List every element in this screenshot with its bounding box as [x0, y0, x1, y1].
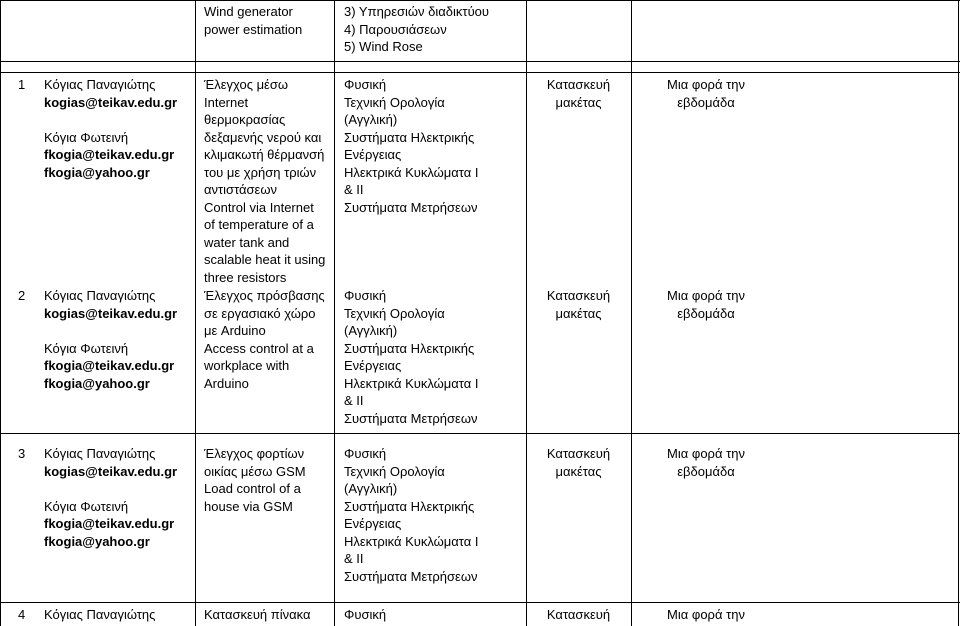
- table-border-header: [0, 61, 960, 62]
- row-3-people: Κόγιας Παναγιώτης kogias@teikav.edu.gr Κόγια Φωτεινή fkogia@teikav.edu.gr fkogia@yahoo.gr: [44, 446, 178, 549]
- row-4-title: Κατασκευή πίνακα: [204, 607, 311, 622]
- row-3-title: Έλεγχος φορτίων οικίας μέσω GSM Load control of a house via GSM: [204, 446, 306, 514]
- header-col4: 3) Υπηρεσιών διαδικτύου 4) Παρουσιάσεων 5) Wind Rose: [344, 4, 490, 54]
- row-2-title: Έλεγχος πρόσβασης σε εργασιακό χώρο με Arduino Access control at a workplace with Arduino: [204, 288, 325, 391]
- row-3-number: 3: [18, 446, 26, 461]
- row-4-people: Κόγιας Παναγιώτης: [44, 607, 156, 622]
- row-4-type: Κατασκευή: [546, 607, 611, 622]
- row-1-title: Έλεγχος μέσω Internet θερμοκρασίας δεξαμενής νερού και κλιμακωτή θέρμανσή του με χρήση τριών αντιστάσεων Control via Internet of temperature of a water tank and scalable heat it using three resistors: [204, 77, 326, 285]
- row-1-number: 1: [18, 77, 26, 92]
- row-3-courses: Φυσική Τεχνική Ορολογία (Αγγλική) Συστήματα Ηλεκτρικής Ενέργειας Ηλεκτρικά Κυκλώματα Ι & ΙΙ Συστήματα Μετρήσεων: [344, 446, 479, 584]
- row-4-frequency: Μια φορά την: [667, 607, 745, 622]
- row-1-courses: Φυσική Τεχνική Ορολογία (Αγγλική) Συστήματα Ηλεκτρικής Ενέργειας Ηλεκτρικά Κυκλώματα Ι & ΙΙ Συστήματα Μετρήσεων: [344, 77, 479, 215]
- table-border-row-4: [0, 602, 960, 603]
- row-2-number: 2: [18, 288, 26, 303]
- row-2-people: Κόγιας Παναγιώτης kogias@teikav.edu.gr Κόγια Φωτεινή fkogia@teikav.edu.gr fkogia@yahoo.gr: [44, 288, 178, 391]
- table-border-row-1: [0, 72, 960, 73]
- row-2-type: Κατασκευή μακέτας: [546, 288, 611, 321]
- row-1-type: Κατασκευή μακέτας: [546, 77, 611, 110]
- row-3-type: Κατασκευή μακέτας: [546, 446, 611, 479]
- row-3-frequency: Μια φορά την εβδομάδα: [667, 446, 745, 479]
- table-border-row-3: [0, 433, 960, 434]
- row-2-frequency: Μια φορά την εβδομάδα: [667, 288, 745, 321]
- col-divider: [334, 0, 335, 626]
- row-4-courses: Φυσική: [344, 607, 387, 622]
- row-2-courses: Φυσική Τεχνική Ορολογία (Αγγλική) Συστήματα Ηλεκτρικής Ενέργειας Ηλεκτρικά Κυκλώματα Ι & ΙΙ Συστήματα Μετρήσεων: [344, 288, 479, 426]
- row-1-people: Κόγιας Παναγιώτης kogias@teikav.edu.gr Κόγια Φωτεινή fkogia@teikav.edu.gr fkogia@yahoo.gr: [44, 77, 178, 180]
- col-divider: [958, 0, 959, 626]
- row-4-number: 4: [18, 607, 26, 622]
- header-col3: Wind generator power estimation: [204, 4, 303, 37]
- col-divider: [0, 0, 1, 626]
- col-divider: [195, 0, 196, 626]
- table-border-top: [0, 0, 960, 1]
- row-1-frequency: Μια φορά την εβδομάδα: [667, 77, 745, 110]
